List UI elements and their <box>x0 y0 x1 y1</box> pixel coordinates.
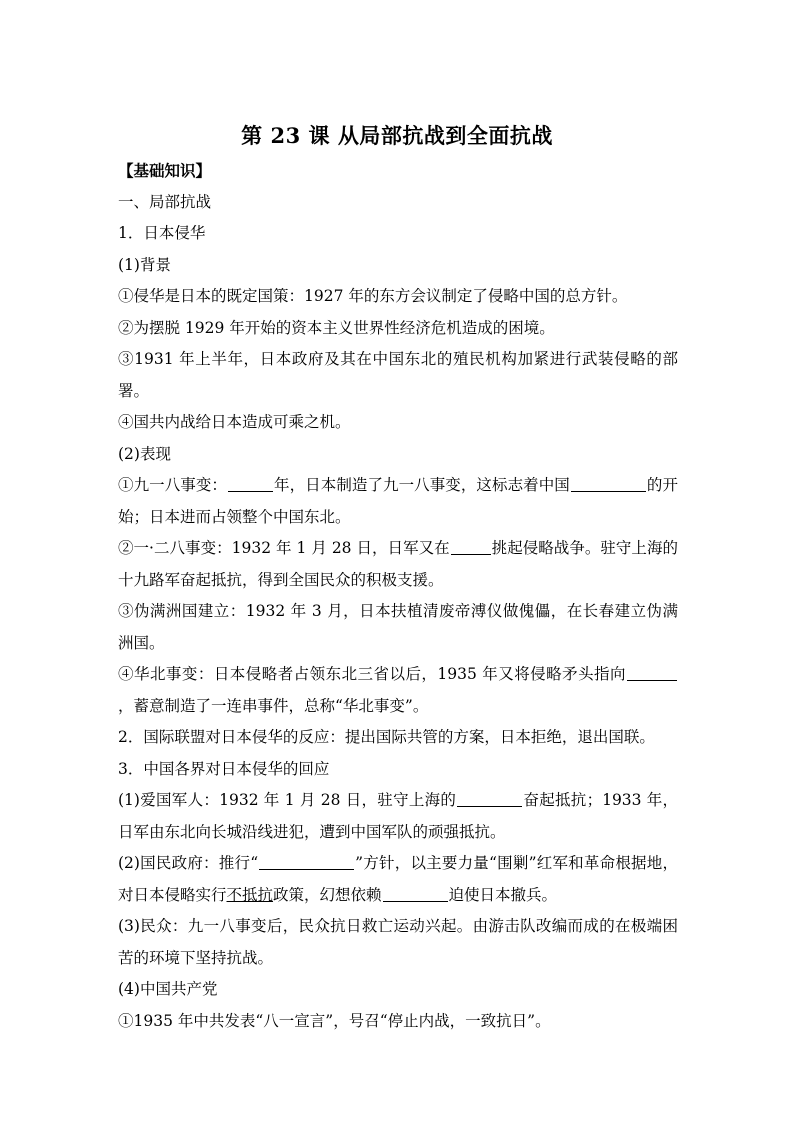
paragraph <box>118 659 678 722</box>
paragraph <box>118 533 678 596</box>
fill-blank <box>228 473 273 492</box>
text: ”方针，以主要力量“围剿”红军和革命根据地，对日本侵略实行 <box>118 854 678 904</box>
paragraph: ④国共内战给日本造成可乘之机。 <box>118 413 351 431</box>
paragraph: ①1935 年中共发表“八一宣言”，号召“停止内战，一致抗日”。 <box>118 1011 551 1030</box>
fill-blank <box>383 883 448 902</box>
text: 迫使日本撤兵。 <box>448 885 558 904</box>
section-heading: 【基础知识】 <box>118 161 212 180</box>
paragraph: (3)民众：九一八事变后，民众抗日救亡运动兴起。由游击队改编而成的在极端困苦的环境下坚持抗战。 <box>118 917 678 967</box>
paragraph: ③伪满洲国建立：1932 年 3 月，日本扶植清废帝溥仪做傀儡，在长春建立伪满洲国。 <box>118 602 678 652</box>
paragraph: ②为摆脱 1929 年开始的资本主义世界性经济危机造成的困境。 <box>118 318 555 337</box>
paragraph <box>118 470 678 533</box>
paragraph: ①侵华是日本的既定国策：1927 年的东方会议制定了侵略中国的总方针。 <box>118 287 628 305</box>
fill-blank <box>259 851 354 870</box>
text: 奋起抵抗；1933 年，日军由东北向长城沿线进犯，遭到中国军队的顽强抵抗。 <box>118 791 679 841</box>
paragraph: 2．国际联盟对日本侵华的反应：提出国际共管的方案，日本拒绝，退出国联。 <box>118 728 655 746</box>
text: 挑起侵略战争。驻守上海的十九路军奋起抵抗，得到全国民众的积极支援。 <box>118 539 678 589</box>
page-title: 第 23 课 从局部抗战到全面抗战 <box>241 123 553 148</box>
sub-heading-performance: (2)表现 <box>118 444 171 463</box>
text: 的开始；日本进而占领整个中国东北。 <box>118 476 678 526</box>
paragraph: ③1931 年上半年，日本政府及其在中国东北的殖民机构加紧进行武装侵略的部署。 <box>118 350 678 400</box>
text: ，蓄意制造了一连串事件，总称“华北事变”。 <box>118 696 429 715</box>
paragraph <box>118 785 678 848</box>
item-heading: 3．中国各界对日本侵华的回应 <box>118 759 330 778</box>
text: ④华北事变：日本侵略者占领东北三省以后，1935 年又将侵略矛头指向 <box>118 665 626 683</box>
sub-heading-background: (1)背景 <box>118 255 171 274</box>
fill-blank <box>571 473 646 492</box>
text: ①九一八事变： <box>118 476 227 494</box>
text: 政策，幻想依赖 <box>273 885 382 904</box>
fill-blank <box>457 788 522 807</box>
fill-blank <box>451 536 491 555</box>
text: 年，日本制造了九一八事变，这标志着中国 <box>273 476 570 494</box>
sub-heading: (4)中国共产党 <box>118 980 218 998</box>
fill-blank <box>627 662 677 681</box>
text: (1)爱国军人：1932 年 1 月 28 日，驻守上海的 <box>118 791 457 809</box>
item-heading: 1．日本侵华 <box>118 224 206 242</box>
part-heading: 一、局部抗战 <box>118 192 212 211</box>
text: ②一·二八事变：1932 年 1 月 28 日，日军又在 <box>118 539 450 557</box>
underlined-text: 不抵抗 <box>226 885 274 904</box>
text: (2)国民政府：推行“ <box>118 854 259 872</box>
document-body <box>118 155 678 1037</box>
paragraph <box>118 848 678 911</box>
